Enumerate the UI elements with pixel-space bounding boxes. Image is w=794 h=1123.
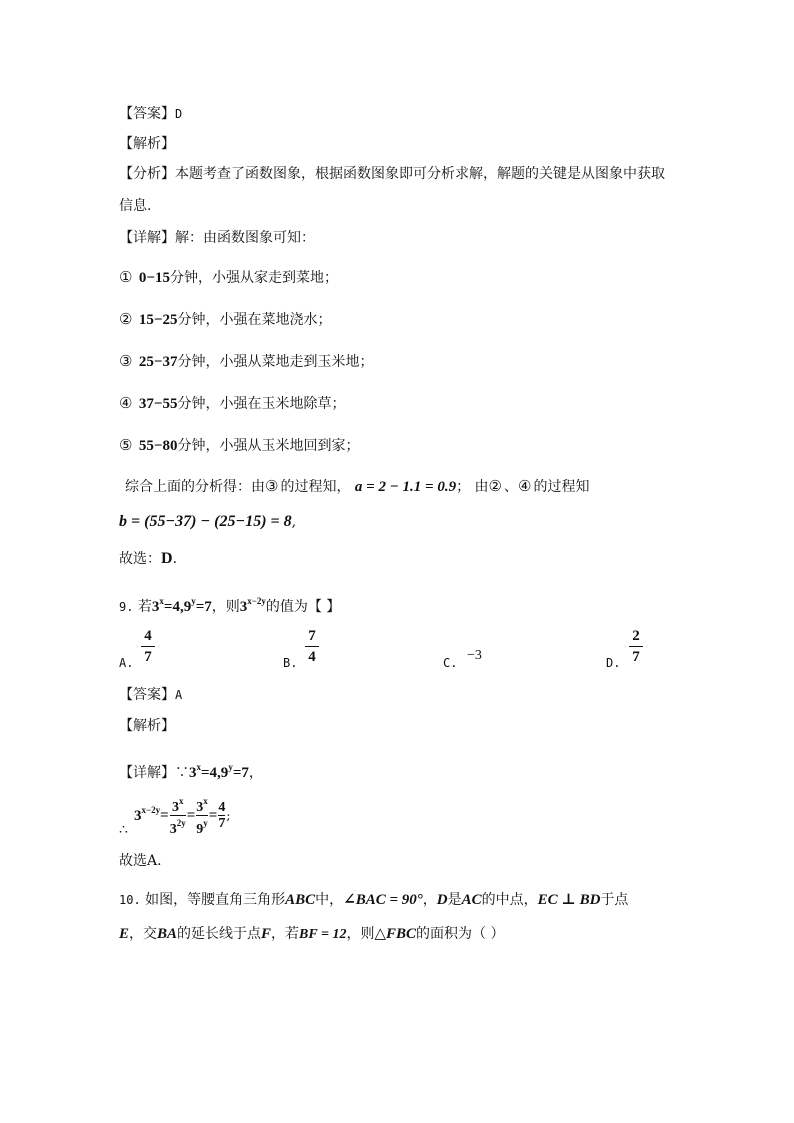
question-suffix: 的值为【 】 [265,599,341,615]
circle-4: ④ [518,477,532,495]
step-text: 分钟，小强从菜地走到玉米地； [177,354,374,370]
therefore-symbol: ∴ [119,822,128,838]
circle-3: ③ [265,477,279,495]
step-text: 分钟，小强在玉米地除草； [177,396,346,412]
step-number: ② [119,310,133,328]
option-a-label: A. [119,656,134,670]
step-range: 15−25 [138,312,178,328]
option-d-label: D. [606,656,621,670]
triangle-fbc: △FBC [374,926,417,942]
summary-sep: 、 [504,479,518,495]
detail-comma: ， [248,765,263,781]
answer-label: 【答案】 [119,106,175,122]
step-1 [119,267,338,288]
derivation: $3^{x-2y}=$ $\frac{3^x}{3^{2y}}$ = $\frac{3^x}{9^y}$ = $\frac{4}{7}$ ; [134,796,231,837]
step-number: ① [119,268,133,286]
question-10-line-1 [119,890,628,910]
condition: $3^x=4,9^y=7$ [151,596,212,615]
choose-line-8 [119,549,177,569]
answer-line-9 [119,685,182,705]
summary-part1: 综合上面的分析得：由 [125,479,265,495]
equation-b-line [119,512,296,532]
question-number: 10. [119,893,141,907]
fenxi-label: 【分析】 [119,166,175,182]
q10-text-9: ，若 [271,926,300,942]
step-number: ③ [119,352,133,370]
question-prefix: 若 [137,599,152,615]
answer-line-8 [119,104,182,124]
step-5 [119,435,359,456]
analysis-label-9: 【解析】 [119,718,175,734]
option-c-label: C. [443,656,458,670]
step-range: 0−15 [138,270,170,286]
summary-part4: 的过程知 [533,479,590,495]
detail-line-9 [119,757,263,783]
option-a-fraction: 4 7 [141,627,155,666]
equation-b: b = (55−37) − (25−15) = 8 [119,513,292,530]
q10-text-4: 是 [447,892,462,908]
detail-equation: $3^x=4,9^y=7$ [189,762,249,781]
step-text: 分钟，小强从玉米地回到家； [177,438,360,454]
q10-text-10: ，则 [346,926,375,942]
fraction-3: $\frac{4}{7}$ [218,800,226,831]
detail-label: 【详解】 [119,230,175,246]
step-text: 分钟，小强从家走到菜地； [169,270,338,286]
option-b-label: B. [283,656,298,670]
perpendicular-relation: EC ⊥ BD [537,892,601,908]
equation-a: a = 2 − 1.1 = 0.9 [354,479,457,495]
derivation-semicolon: ; [226,808,231,823]
triangle-abc: ABC [285,892,316,908]
choose-label: 故选： [119,551,161,567]
fraction-2: $\frac{3^x}{9^y}$ [196,796,208,837]
fraction-1: $\frac{3^x}{3^{2y}}$ [169,796,186,837]
step-number: ④ [119,394,133,412]
angle-bac: ∠BAC = 90° [343,892,423,908]
segment-ac: AC [461,892,482,908]
step-range: 25−37 [138,354,178,370]
step-2 [119,309,331,330]
answer-value: D [175,107,183,121]
circle-2: ② [488,477,502,495]
summary-part2: 的过程知， [280,479,351,495]
step-range: 37−55 [138,396,178,412]
q10-text-1: 如图，等腰直角三角形 [145,892,286,908]
answer-label: 【答案】 [119,687,175,703]
option-c-value: −3 [467,648,482,663]
step-range: 55−80 [138,438,178,454]
step-3 [119,351,373,372]
step-number: ⑤ [119,436,133,454]
derivation-lhs: $3^{x-2y}$ [134,804,161,824]
choose-period: . [172,551,178,567]
detail-label: 【详解】 [119,765,175,781]
q10-text-6: 于点 [600,892,629,908]
fenxi-text-1: 本题考查了函数图象，根据函数图象即可分析求解，解题的关键是从图象中获取 [175,166,665,182]
summary-line [125,476,589,497]
fenxi-line-2: 信息. [119,198,152,214]
q10-text-3: ， [422,892,437,908]
question-number: 9. [119,600,134,614]
point-d: D [436,892,448,908]
length-bf: BF = 12 [299,927,347,942]
summary-part3: ； 由 [456,479,489,495]
point-f: F [261,926,272,942]
because-symbol: ∵ [175,765,189,781]
question-10-line-2 [119,924,504,945]
option-d-fraction: 2 7 [629,627,643,666]
segment-ba: BA [157,926,178,942]
analysis-label-8: 【解析】 [119,136,175,152]
q10-text-7: ，交 [129,926,158,942]
option-b-fraction: 7 4 [305,627,319,666]
equation-b-comma: , [291,514,297,530]
fenxi-line-1 [119,164,665,184]
q10-text-11: 的面积为（ ） [416,926,505,942]
point-e: E [119,926,130,942]
step-text: 分钟，小强在菜地浇水； [177,312,332,328]
q10-text-5: 的中点， [481,892,538,908]
q10-text-2: 中， [315,892,344,908]
detail-line-8 [119,228,315,248]
choose-line-9: 故选A. [119,853,162,869]
choose-value: D [161,550,173,567]
question-mid: ，则 [211,599,240,615]
q10-text-8: 的延长线于点 [177,926,262,942]
step-4 [119,393,345,414]
question-9 [119,591,340,617]
target-expression: $3^{x-2y}$ [239,596,266,615]
detail-text: 解：由函数图象可知： [175,230,315,246]
answer-value: A [175,688,183,702]
